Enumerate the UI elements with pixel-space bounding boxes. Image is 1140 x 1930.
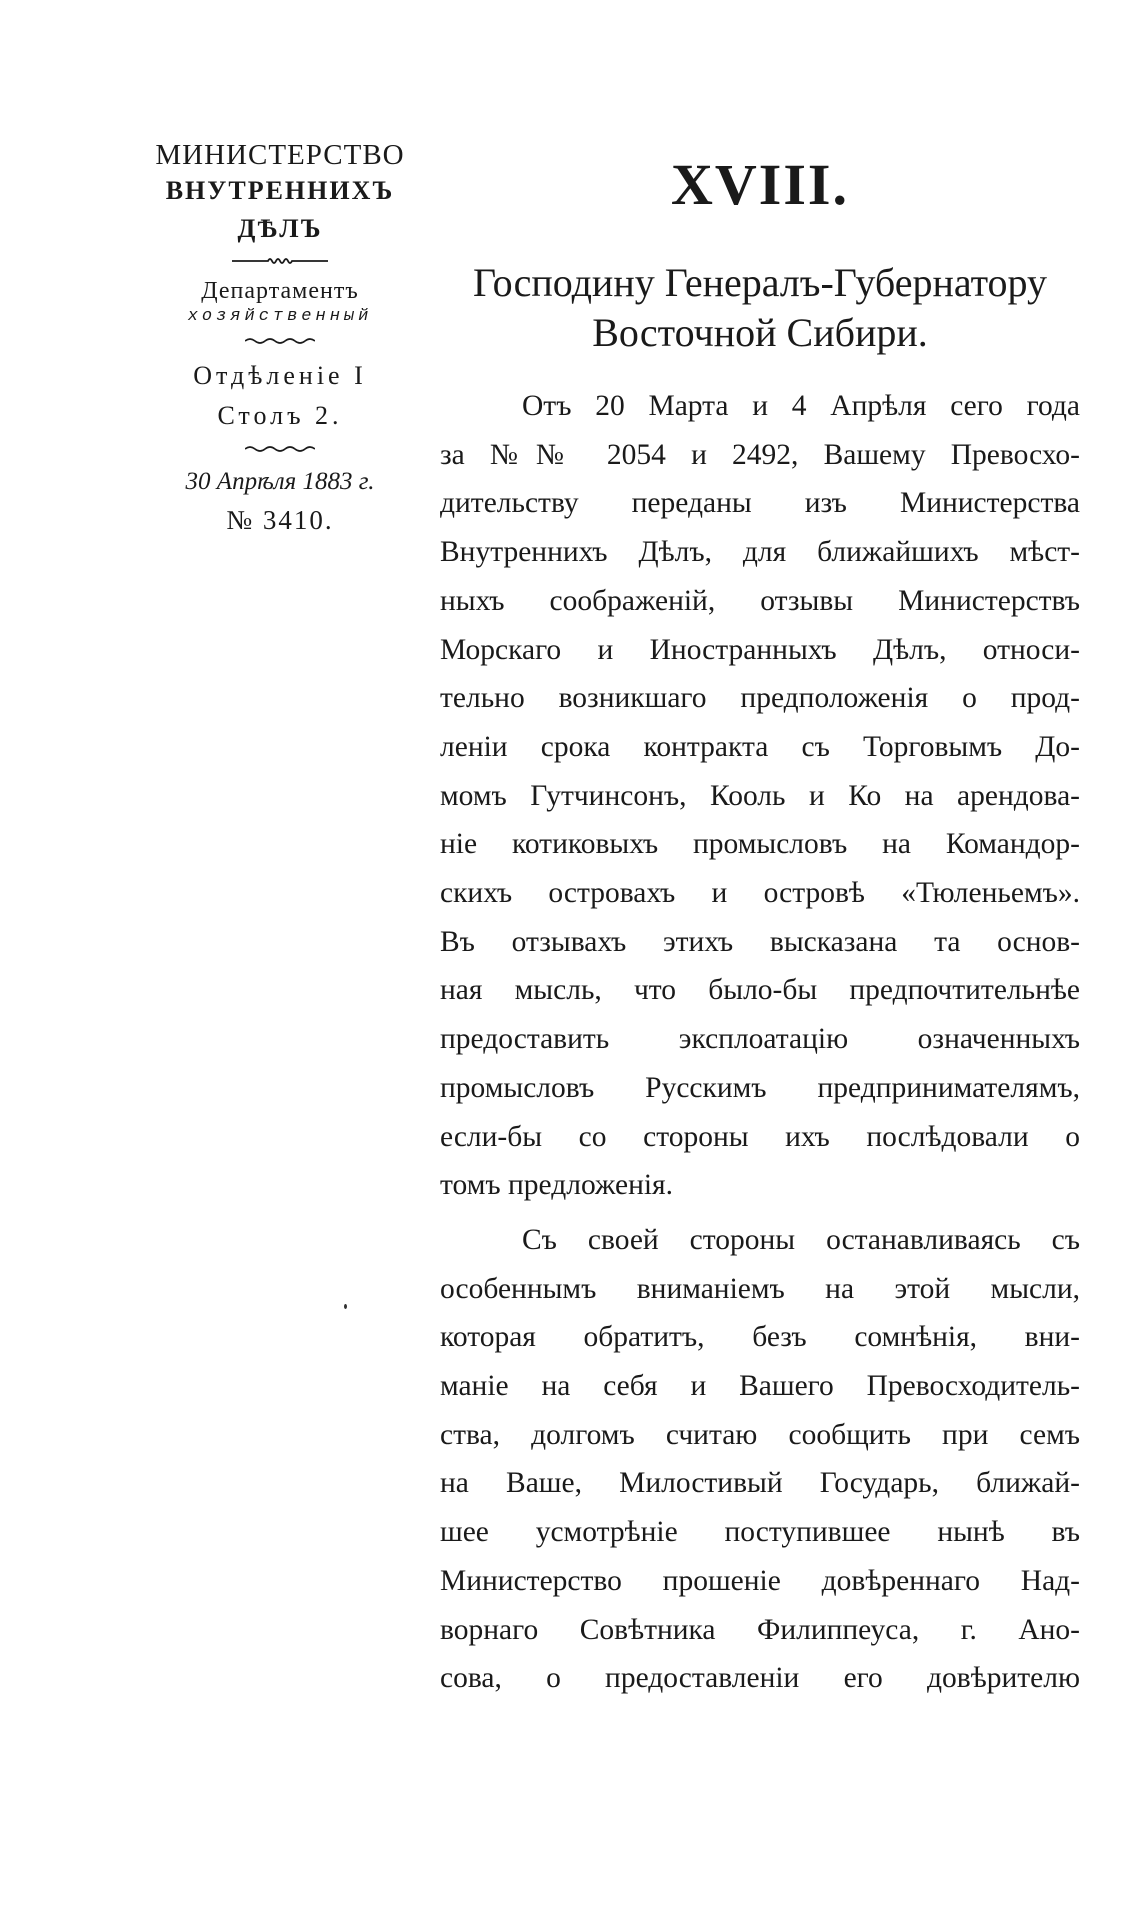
- text-line: ныхъ соображеній, отзывы Министерствъ: [440, 584, 1080, 617]
- text-line: промысловъ Русскимъ предпринимателямъ,: [440, 1071, 1080, 1104]
- paragraph-1: [440, 382, 1080, 1210]
- text-line: ворнаго Совѣтника Филиппеуса, г. Ано-: [440, 1613, 1080, 1646]
- text-line: шее усмотрѣніе поступившее нынѣ въ: [440, 1516, 1080, 1549]
- outgoing-number: № 3410.: [226, 505, 334, 535]
- print-speck: [344, 1304, 347, 1309]
- text-line: ніе котиковыхъ промысловъ на Командор-: [440, 828, 1080, 861]
- letter-body: [440, 150, 1080, 1703]
- ministry-name: МИНИСТЕРСТВО: [155, 139, 405, 171]
- document-date: 30 Апрѣля 1883 г.: [185, 468, 375, 495]
- text-line: томъ предложенія.: [440, 1169, 673, 1202]
- table-label: Столъ 2.: [217, 401, 343, 430]
- text-line: если-бы со стороны ихъ послѣдовали о: [440, 1120, 1080, 1153]
- text-line: тельно возникшаго предположенія о прод-: [440, 682, 1080, 715]
- text-line: Отъ 20 Марта и 4 Апрѣля сего года: [522, 390, 1080, 422]
- text-line: скихъ островахъ и островѣ «Тюленьемъ».: [440, 877, 1080, 910]
- section-label: Отдѣленіе I: [193, 361, 367, 390]
- addressee-line: Восточной Сибири.: [592, 310, 928, 355]
- text-line: ства, долгомъ считаю сообщить при семъ: [440, 1418, 1080, 1451]
- text-line: предоставить эксплоатацію означенныхъ: [440, 1023, 1080, 1056]
- addressee: [440, 258, 1080, 358]
- text-line: которая обратитъ, безъ сомнѣнія, вни-: [440, 1321, 1080, 1354]
- divider-ornament: [232, 256, 328, 266]
- text-line: маніе на себя и Вашего Превосходитель-: [440, 1370, 1080, 1403]
- document-number: XVIII.: [671, 152, 849, 217]
- text-line: за №№ 2054 и 2492, Вашему Превосхо-: [440, 438, 1080, 471]
- text-line: дительству переданы изъ Министерства: [440, 487, 1080, 520]
- text-line: Внутреннихъ Дѣлъ, для ближайшихъ мѣст-: [440, 536, 1080, 569]
- text-line: Министерство прошеніе довѣреннаго Над-: [440, 1564, 1080, 1597]
- text-line: сова, о предоставленіи его довѣрителю: [440, 1662, 1080, 1695]
- text-line: особеннымъ вниманіемъ на этой мысли,: [440, 1272, 1080, 1305]
- margin-header: [120, 138, 440, 540]
- addressee-line: Господину Генералъ-Губернатору: [472, 260, 1048, 305]
- text-line: на Ваше, Милостивый Государь, ближай-: [440, 1467, 1080, 1500]
- paragraph-2: [440, 1216, 1080, 1703]
- text-line: ная мысль, что было-бы предпочтительнѣе: [440, 974, 1080, 1007]
- department-type: хозяйственный: [187, 307, 373, 326]
- text-line: Въ отзывахъ этихъ высказана та основ-: [440, 925, 1080, 958]
- text-line: леніи срока контракта съ Торговымъ До-: [440, 730, 1080, 763]
- divider-ornament: [245, 336, 315, 346]
- text-line: момъ Гутчинсонъ, Кооль и Ко на арендова-: [440, 779, 1080, 812]
- divider-ornament: [245, 444, 315, 454]
- text-line: Съ своей стороны останавливаясь съ: [522, 1223, 1080, 1256]
- ministry-name-line2: ВНУТРЕННИХЪ ДѢЛЪ: [165, 176, 395, 243]
- department-name: Департаментъ: [201, 278, 359, 304]
- text-line: Морскаго и Иностранныхъ Дѣлъ, относи-: [440, 633, 1080, 666]
